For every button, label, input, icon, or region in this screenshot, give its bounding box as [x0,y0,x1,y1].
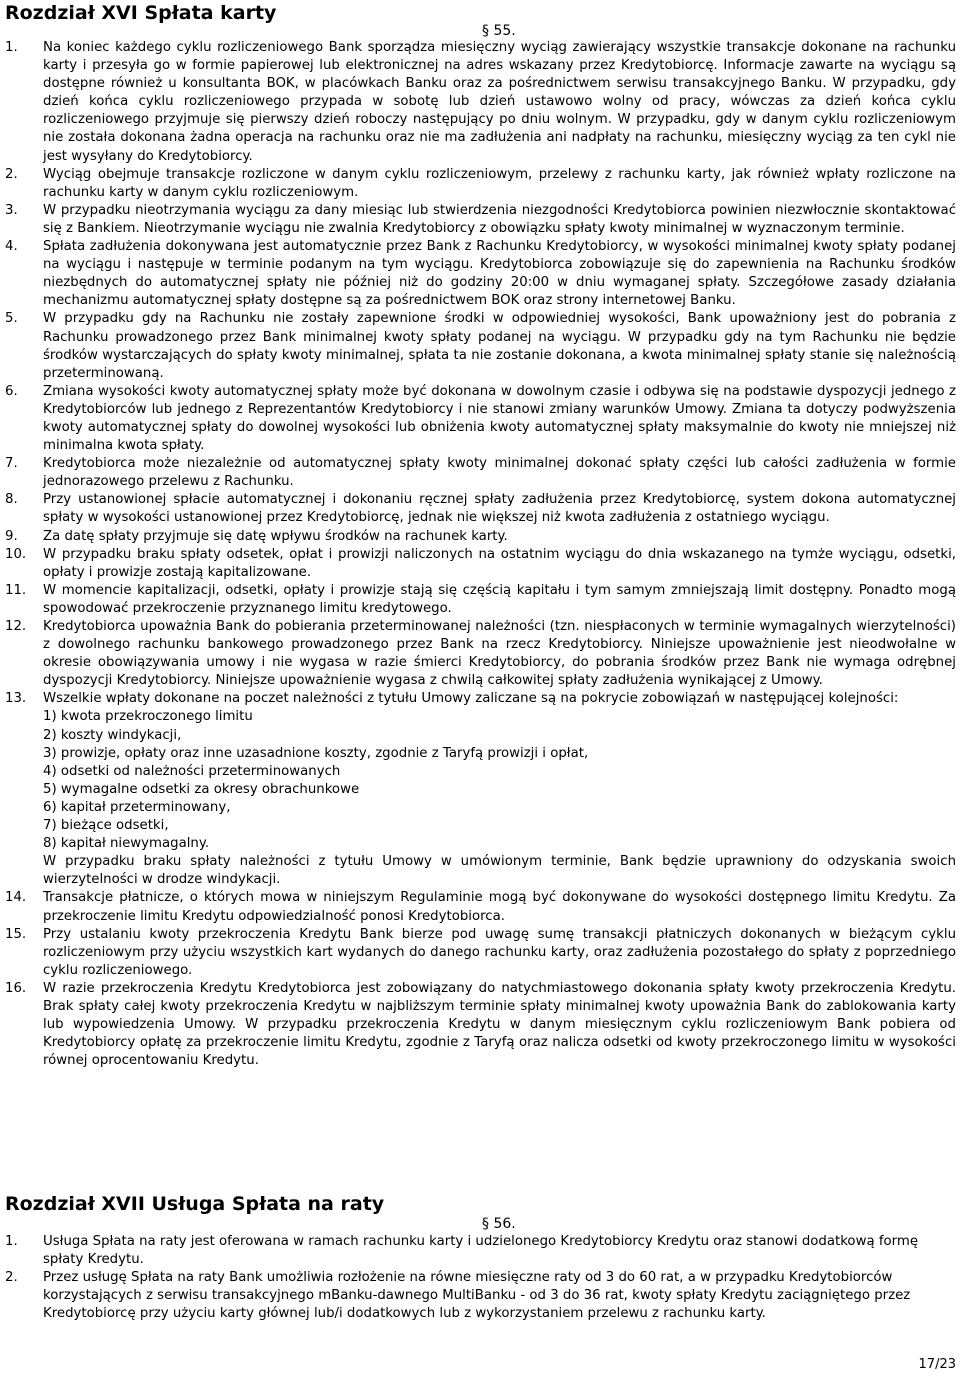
list-item: 16. W razie przekroczenia Kredytu Kredytobiorca jest zobowiązany do natychmiastowego dokonania spłaty kwoty przekroczenia Kredytu. Brak spłaty całej kwoty przekroczenia Kredytu w najbliższym terminie spłaty minimalnej kwoty upoważnia Bank do zablokowania karty lub wypowiedzenia Umowy. W przypadku przekroczenia Kredytu w danym miesięcznym cyklu rozliczeniowym Bank pobiera od Kredytobiorcy opłatę za przekroczenie limitu Kredytu, zgodnie z Taryfą oraz nalicza odsetki od kwoty przekroczonego limitu w wysokości równej oprocentowaniu Kredytu. [5,980,956,1069]
paragraph-list [5,39,956,1070]
payment-order-step: 7) bieżące odsetki, [43,818,169,834]
list-item: 6. Zmiana wysokości kwoty automatycznej spłaty może być dokonana w dowolnym czasie i odbywa się na podstawie dyspozycji jednego z Kredytobiorców lub jednego z Reprezentantów Kredytobiorcy i nie stanowi zmiany warunków Umowy. Zmiana ta dotyczy podwyższenia kwoty automatycznej spłaty do dowolnej wysokości lub obniżenia kwoty automatycznej spłaty maksymalnie do kwoty nie mniejszej niż minimalna kwota spłaty. [5,383,956,454]
payment-order-step: 1) kwota przekroczonego limitu [43,709,253,725]
list-item: 7. Kredytobiorca może niezależnie od automatycznej spłaty kwoty minimalnej dokonać spłaty części lub całości zadłużenia w formie jednorazowego przelewu z Rachunku. [5,456,956,490]
payment-order-step: 4) odsetki od należności przeterminowanych [43,763,341,779]
payment-order-step: 3) prowizje, opłaty oraz inne uzasadnione koszty, zgodnie z Taryfą prowizji i opłat, [43,745,589,761]
list-item: 11. W momencie kapitalizacji, odsetki, opłaty i prowizje stają się częścią kapitału i tym samym zmniejszają limit dostępny. Ponadto mogą spowodować przekroczenie przyznanego limitu kredytowego. [5,582,956,616]
list-item: 9. Za datę spłaty przyjmuje się datę wpływu środków na rachunek karty. [5,528,508,544]
payment-order-step: 6) kapitał przeterminowany, [43,799,231,815]
chapter-title: Rozdział XVII Usługa Spłata na raty [5,1193,385,1215]
list-item: 14. Transakcje płatnicze, o których mowa w niniejszym Regulaminie mogą być dokonywane do wysokości dostępnego limitu Kredytu. Za przekroczenie limitu Kredytu odpowiedzialność ponosi Kredytobiorca. [5,890,956,924]
payment-order-step: 2) koszty windykacji, [43,727,182,743]
list-item: 8. Przy ustanowionej spłacie automatycznej i dokonaniu ręcznej spłaty zadłużenia przez Kredytobiorcę, system dokona automatycznej spłaty w wysokości ustanowionej przez Kredytobiorcę, jednak nie większej niż kwota zadłużenia z ostatniego wyciągu. [5,492,956,526]
list-item: 5. W przypadku gdy na Rachunku nie zostały zapewnione środki w odpowiedniej wysokości, Bank upoważniony jest do pobrania z Rachunku prowadzonego przez Bank minimalnej kwoty spłaty podanej na wyciągu. W przypadku gdy na tym Rachunku nie będzie środków wystarczających do spłaty kwoty minimalnej, spłata ta nie zostanie dokonana, a kwota minimalnej spłaty stanie się należnością przeterminowaną. [5,311,956,381]
payment-order-block [43,690,956,889]
payment-order-step: 8) kapitał niewymagalny. [43,836,210,852]
list-item: 2. Przez usługę Spłata na raty Bank umożliwia rozłożenie na równe miesięczne raty od 3 do 60 rat, a w przypadku Kredytobiorców korzystających z serwisu transakcyjnego mBanku-dawnego MultiBanku - od 3 do 36 rat, kwoty spłaty Kredytu zaciągniętego przez Kredytobiorcę przy użyciu karty głównej lub/i dodatkowych lub z wykorzystaniem przelewu z rachunku karty. [5,1270,911,1322]
list-item: 12. Kredytobiorca upoważnia Bank do pobierania przeterminowanej należności (tzn. niespłaconych w terminie wymagalnych wierzytelności) z dowolnego rachunku bankowego prowadzonego przez Bank na rzecz Kredytobiorcy. Niniejsze upoważnienie jest nieodwołalne w okresie obowiązywania umowy i nie wygasa w razie śmierci Kredytobiorcy, do pobrania środków przez Bank nie wymaga odrębnej dyspozycji Kredytobiorcy. Niniejsze upoważnienie wygasa z chwilą całkowitej spłaty zadłużenia wynikającej z Umowy. [5,619,956,689]
list-item: 13. Wszelkie wpłaty dokonane na poczet należności z tytułu Umowy zaliczane są na pokrycie zobowiązań w następującej kolejności: 1) kwota przekroczonego limitu 2) koszty windykacji, 3) prowizje, opłaty oraz inne uzasadnione koszty, zgodnie z Taryfą prowizji i opłat, 4) odsetki od należności przeterminowanych 5) wymagalne odsetki za okresy obrachunkowe 6) kapitał przeterminowany, 7) bieżące odsetki, 8) kapitał niewymagalny. W przypadku braku spłaty należności z tytułu Umowy w umówionym terminie, Bank będzie uprawniony do odzyskania swoich wierzytelności w drodze windykacji. [5,690,956,889]
list-item: 3. W przypadku nieotrzymania wyciągu za dany miesiąc lub stwierdzenia niezgodności Kredytobiorca powinien niezwłocznie skontaktować się z Bankiem. Nieotrzymanie wyciągu nie zwalnia Kredytobiorcy z obowiązku spłaty kwoty minimalnej w wyznaczonym terminie. [5,202,956,236]
paragraph-list [5,1233,956,1323]
list-item: 4. Spłata zadłużenia dokonywana jest automatycznie przez Bank z Rachunku Kredytobiorcy, w wysokości minimalnej kwoty spłaty podanej na wyciągu i następuje w terminie podanym na tym wyciągu. Kredytobiorca zobowiązuje się do zapewnienia na Rachunku środków niezbędnych do automatycznej spłaty nie później niż do godziny 20:00 w dniu wymaganej spłaty. Szczegółowe zasady działania mechanizmu automatycznej spłaty dostępne są za pośrednictwem BOK oraz strony internetowej Banku. [5,239,956,309]
list-item: 1. Na koniec każdego cyklu rozliczeniowego Bank sporządza miesięczny wyciąg zawierający wszystkie transakcje dokonane na rachunku karty i przesyła go w formie papierowej lub elektronicznej na adres wskazany przez Kredytobiorcę. Informacje zawarte na wyciągu są dostępne również u konsultanta BOK, w placówkach Banku oraz za pośrednictwem serwisu transakcyjnego Banku. W przypadku, gdy dzień końca cyklu rozliczeniowego przypada w sobotę lub dzień ustawowo wolny od pracy, wówczas za dzień końca cyklu rozliczeniowego przyjmuje się pierwszy dzień roboczy następujący po dniu wolnym. W przypadku, gdy w danym cyklu rozliczeniowym nie została dokonana żadna operacja na rachunku oraz nie ma zadłużenia ani nadpłaty na rachunku, miesięczny wyciąg za ten cykl nie jest wysyłany do Kredytobiorcy. [5,40,956,164]
section-mark: § 56. [482,1216,516,1232]
payment-order-step: 5) wymagalne odsetki za okresy obrachunkowe [43,781,360,797]
payment-order-intro: Wszelkie wpłaty dokonane na poczet należności z tytułu Umowy zaliczane są na pokrycie zobowiązań w następującej kolejności: [43,691,899,707]
payment-order-outro: W przypadku braku spłaty należności z tytułu Umowy w umówionym terminie, Bank będzie uprawniony do odzyskania swoich wierzytelności w drodze windykacji. [43,854,956,888]
section-mark: § 55. [482,23,516,39]
list-item: 1. Usługa Spłata na raty jest oferowana w ramach rachunku karty i udzielonego Kredytobiorcy Kredytu oraz stanowi dodatkową formę spłaty Kredytu. [5,1234,919,1268]
list-item: 15. Przy ustalaniu kwoty przekroczenia Kredytu Bank bierze pod uwagę sumę transakcji płatniczych dokonanych w bieżącym cyklu rozliczeniowym przy użyciu wszystkich kart wydanych do danego rachunku karty, oraz zadłużenia pozostałego do spłaty z poprzedniego cyklu rozliczeniowego. [5,926,956,978]
chapter-title: Rozdział XVI Spłata karty [5,2,277,24]
list-item: 2. Wyciąg obejmuje transakcje rozliczone w danym cyklu rozliczeniowym, przelewy z rachunku karty, jak również wpłaty rozliczone na rachunku karty w danym cyklu rozliczeniowym. [5,166,956,200]
page-number: 17/23 [918,1357,956,1372]
list-item: 10. W przypadku braku spłaty odsetek, opłat i prowizji naliczonych na ostatnim wyciągu do dnia wskazanego na tymże wyciągu, odsetki, opłaty i prowizje zostają kapitalizowane. [5,546,956,580]
